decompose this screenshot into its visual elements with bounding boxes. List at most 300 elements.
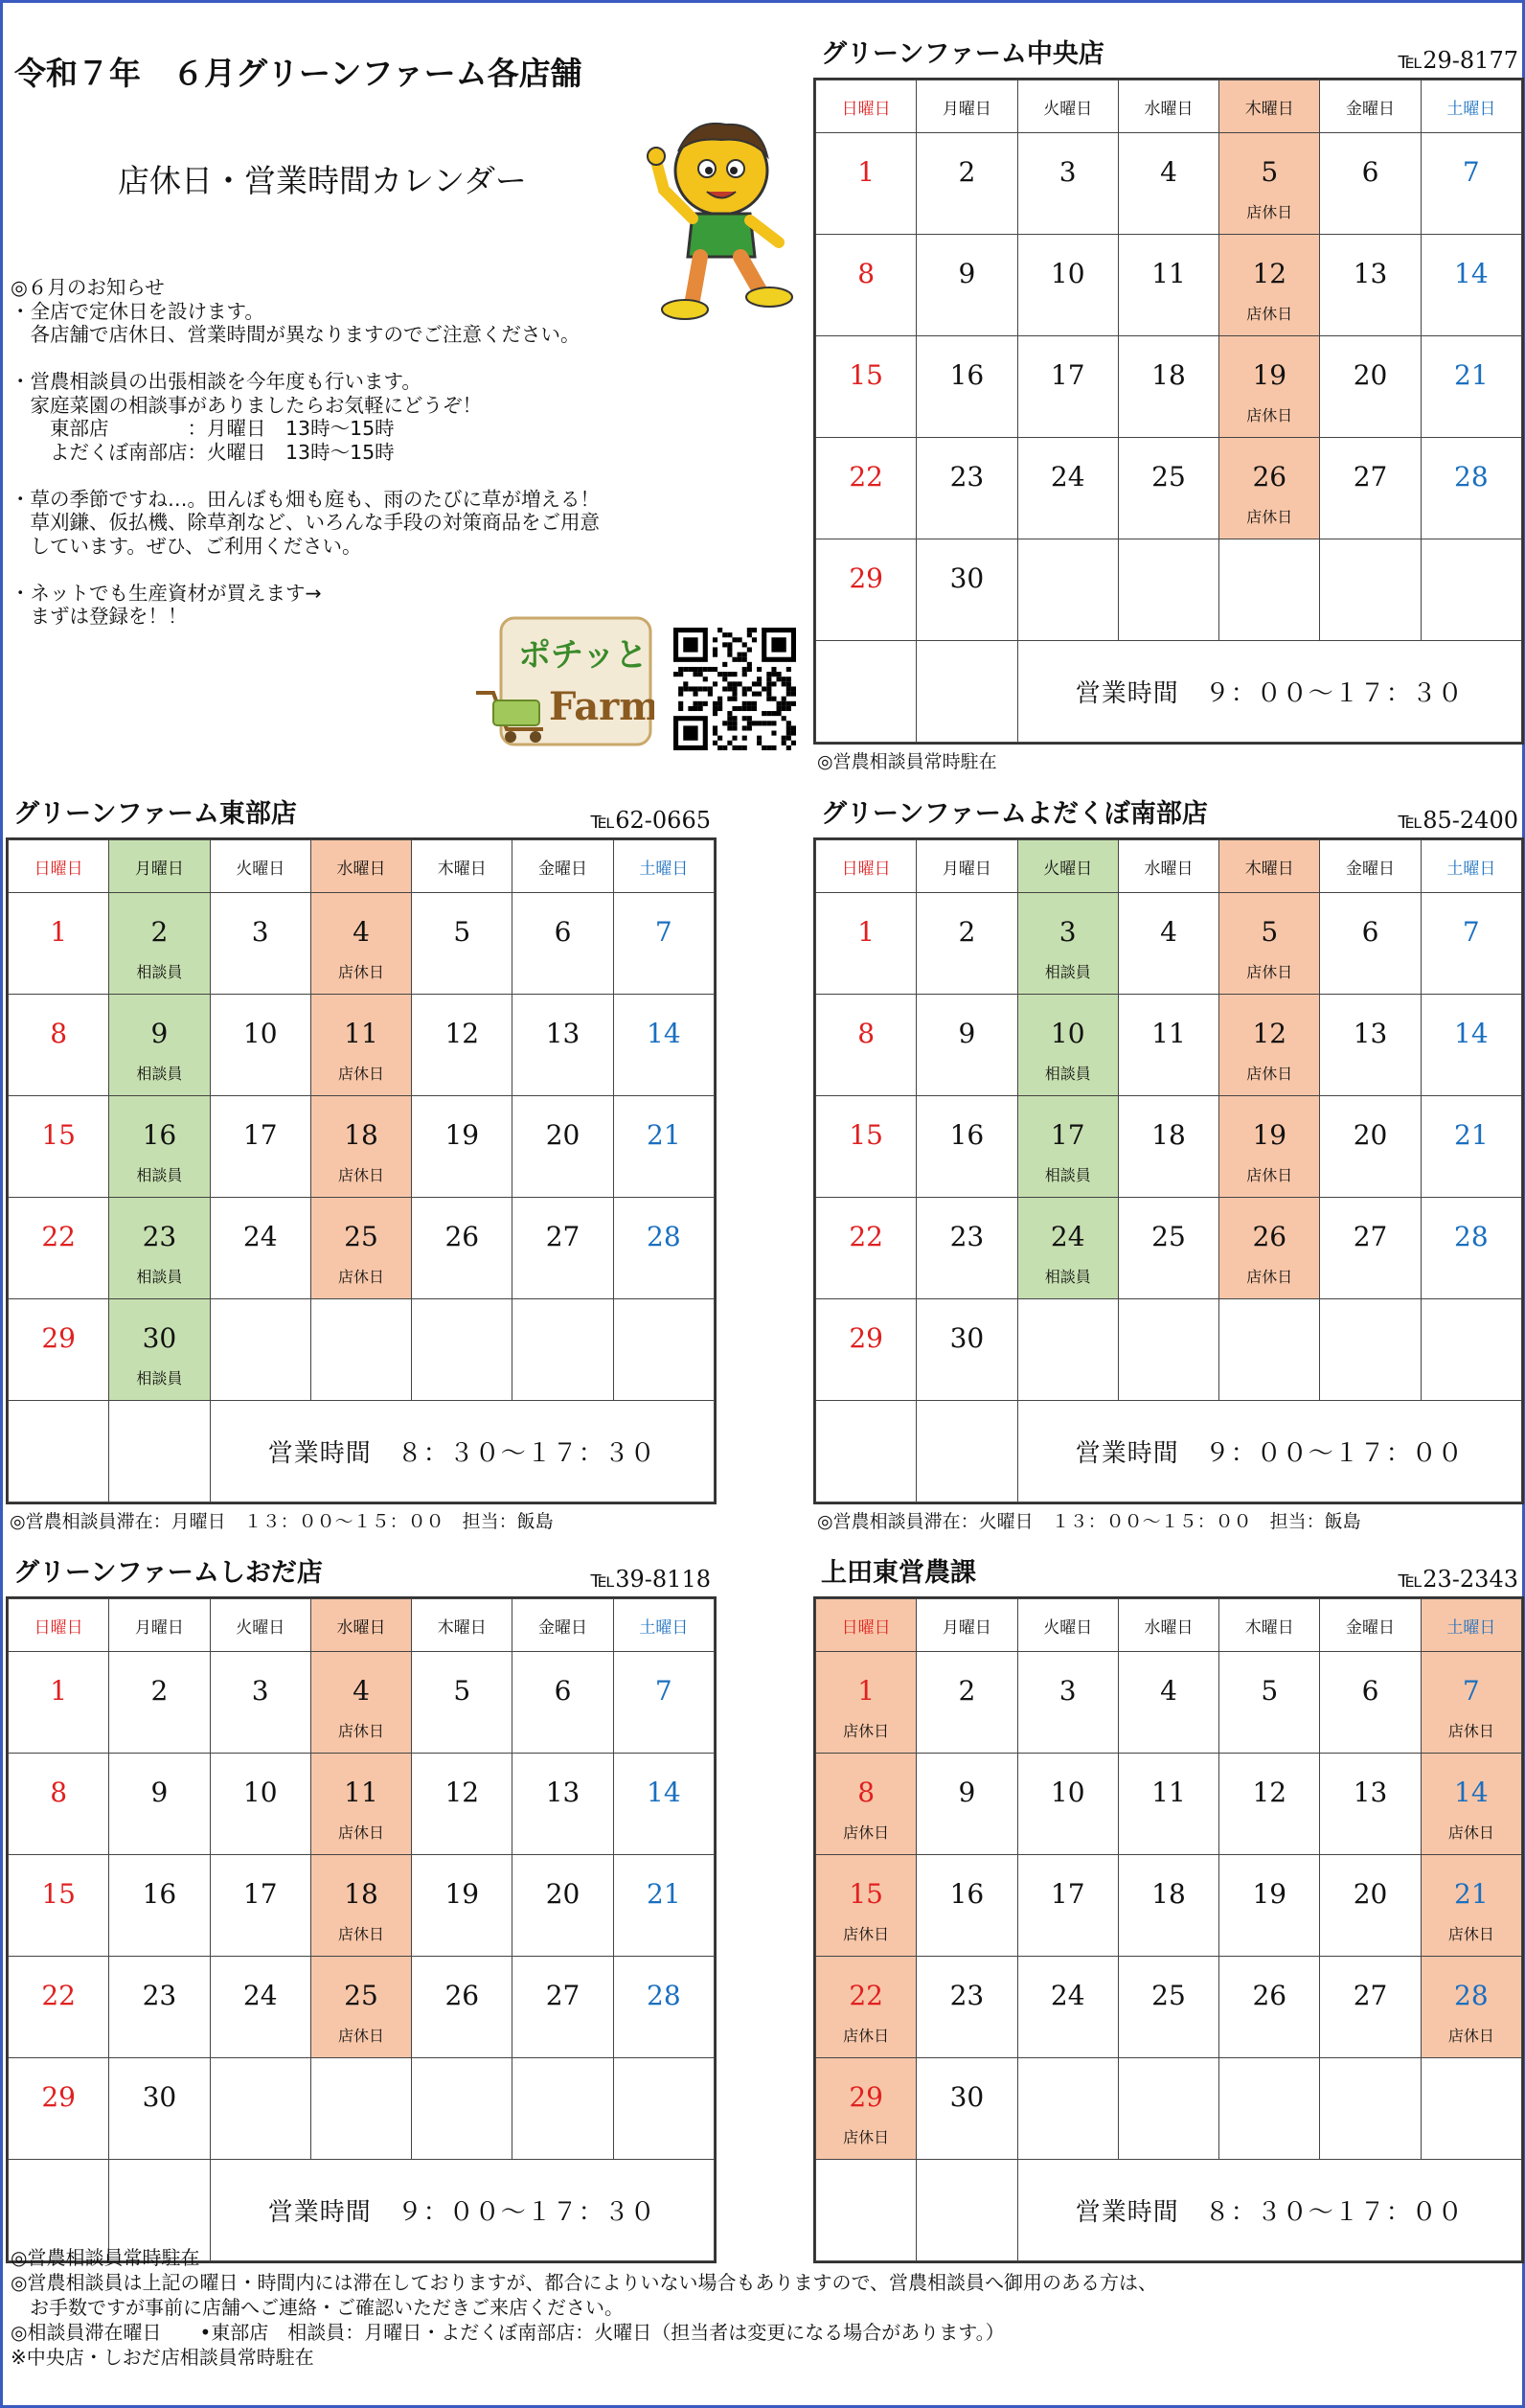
day-number: 3 (251, 1675, 269, 1707)
calendar-header (813, 22, 1524, 78)
day-status-label: 相談員 (1044, 1065, 1091, 1083)
day-status-label: 相談員 (1044, 963, 1091, 981)
weekday-header: 土曜日 (1421, 840, 1521, 893)
calendar-empty-cell (917, 641, 1017, 743)
day-number: 6 (1361, 156, 1379, 188)
calendar-note: ◎営農相談員滞在：月曜日 １３：００～１５：００ 担当：飯島 (10, 1511, 554, 1532)
logo-text-1: ポチッと (518, 636, 648, 675)
calendar-day (1421, 893, 1521, 995)
calendar-empty-cell (1017, 1299, 1118, 1401)
day-status-label: 相談員 (1044, 1166, 1091, 1184)
day-number: 25 (344, 1980, 378, 2011)
calendar-day (816, 336, 917, 438)
day-number: 23 (949, 461, 985, 493)
notice-line (11, 558, 806, 582)
weekday-header: 木曜日 (1219, 840, 1320, 893)
calendar-empty-cell (1118, 2058, 1218, 2160)
day-number: 9 (958, 258, 976, 289)
day-status-label: 店休日 (843, 1722, 890, 1740)
calendar-day (613, 1096, 714, 1198)
calendar-day (1320, 1855, 1421, 1957)
day-number: 3 (251, 916, 269, 948)
day-number: 12 (444, 1018, 480, 1049)
calendar-day (412, 1855, 512, 1957)
calendar-empty-cell (109, 1401, 210, 1502)
calendar-day (917, 133, 1017, 235)
day-number: 18 (344, 1119, 378, 1151)
calendar-day (917, 235, 1017, 336)
day-number: 1 (857, 916, 876, 948)
day-number: 30 (949, 1322, 985, 1354)
calendar-day (1320, 438, 1421, 539)
calendar-day (917, 1096, 1017, 1198)
calendar-day (1118, 1096, 1218, 1198)
day-number: 28 (647, 1980, 681, 2011)
weekday-header: 水曜日 (310, 840, 411, 893)
page-title: 令和７年 ６月グリーンファーム各店舗 (14, 55, 582, 92)
day-number: 21 (647, 1878, 681, 1910)
pochitto-farm-logo[interactable] (472, 616, 654, 748)
day-number: 17 (242, 1878, 278, 1910)
day-number: 14 (647, 1018, 681, 1049)
day-number: 11 (1151, 1018, 1186, 1049)
calendar-empty-cell (816, 641, 917, 743)
calendar-day (512, 1957, 613, 2058)
day-number: 5 (1261, 1675, 1279, 1707)
day-number: 9 (958, 1018, 976, 1049)
day-number: 14 (1454, 258, 1489, 289)
day-number: 11 (1151, 258, 1186, 289)
calendar-day (1219, 235, 1320, 336)
day-number: 8 (50, 1018, 68, 1049)
notice-line: 家庭菜園の相談事がありましたらお気軽にどうぞ！ (11, 393, 482, 417)
day-number: 11 (344, 1777, 378, 1808)
day-number: 16 (949, 1119, 985, 1151)
calendar-day (1421, 133, 1521, 235)
page-subtitle: 店休日・営業時間カレンダー (118, 162, 527, 199)
calendar-header (6, 1541, 717, 1596)
calendar-day (1017, 336, 1118, 438)
calendar-grid (815, 839, 1522, 1502)
calendar-empty-cell (1118, 1299, 1218, 1401)
calendar-day (310, 1652, 411, 1754)
day-number: 10 (1050, 1777, 1085, 1808)
day-number: 27 (545, 1980, 580, 2011)
calendar-day (1118, 438, 1218, 539)
day-number: 2 (958, 156, 976, 188)
calendar-day (412, 893, 512, 995)
weekday-header: 日曜日 (816, 80, 917, 133)
store-name: グリーンファーム東部店 (13, 799, 297, 829)
calendar-day (9, 1957, 109, 2058)
day-number: 19 (1252, 359, 1287, 391)
calendar-note: ◎営農相談員常時駐在 (817, 751, 997, 772)
day-status-label: 店休日 (337, 2027, 384, 2045)
day-number: 28 (1454, 1221, 1489, 1252)
day-number: 30 (142, 2081, 177, 2113)
calendar-empty-cell (1017, 539, 1118, 641)
day-number: 10 (242, 1018, 278, 1049)
day-number: 16 (142, 1878, 177, 1910)
calendar-empty-cell (1219, 539, 1320, 641)
calendar-day (1219, 893, 1320, 995)
calendar-day (9, 1299, 109, 1401)
calendar-day (310, 995, 411, 1096)
calendar-day (1118, 133, 1218, 235)
calendar-note: ◎営農相談員滞在：火曜日 １３：００～１５：００ 担当：飯島 (817, 1511, 1361, 1532)
day-number: 13 (1353, 1018, 1388, 1049)
weekday-header: 月曜日 (917, 840, 1017, 893)
store-phone: ℡62-0665 (590, 807, 711, 834)
calendar-day (210, 1198, 310, 1299)
store-name: グリーンファームよだくぼ南部店 (821, 799, 1208, 829)
calendar-day (816, 133, 917, 235)
calendar-day (1421, 1652, 1521, 1754)
day-status-label: 店休日 (1246, 1065, 1293, 1083)
day-number: 4 (1160, 916, 1177, 948)
day-number: 29 (849, 1322, 883, 1354)
calendar-day (1219, 336, 1320, 438)
calendar-empty-cell (613, 2058, 714, 2160)
calendar-empty-cell (9, 1401, 109, 1502)
day-number: 11 (344, 1018, 378, 1049)
calendar-day (1017, 235, 1118, 336)
footer-line: ◎営農相談員常時駐在 (11, 2246, 200, 2269)
day-number: 24 (1050, 1980, 1085, 2011)
day-status-label: 相談員 (136, 1065, 183, 1083)
weekday-header: 日曜日 (9, 840, 109, 893)
day-status-label: 相談員 (1044, 1268, 1091, 1286)
calendar-day (310, 1754, 411, 1855)
business-hours: 営業時間 ９：００～１７：３０ (210, 2160, 714, 2261)
calendar-day (917, 893, 1017, 995)
day-number: 13 (1353, 1777, 1388, 1808)
calendar-day (1219, 438, 1320, 539)
day-number: 17 (242, 1119, 278, 1151)
notice-line: まずは登録を！！ (11, 605, 188, 628)
day-number: 22 (849, 1221, 883, 1252)
calendar-day (310, 1198, 411, 1299)
store-calendar (6, 1541, 717, 2263)
day-number: 12 (444, 1777, 480, 1808)
calendar-day (1017, 438, 1118, 539)
day-number: 5 (1261, 916, 1279, 948)
day-number: 1 (857, 156, 876, 188)
weekday-header: 火曜日 (1017, 840, 1118, 893)
day-number: 12 (1252, 258, 1287, 289)
day-number: 23 (142, 1980, 177, 2011)
day-number: 15 (849, 1119, 883, 1151)
calendar-empty-cell (210, 2058, 310, 2160)
day-status-label: 店休日 (337, 1925, 384, 1943)
calendar-day (1421, 438, 1521, 539)
notice-line: ・ネットでも生産資材が買えます→ (11, 581, 322, 605)
qr-code-icon[interactable] (673, 628, 796, 750)
calendar-day (1219, 1754, 1320, 1855)
day-number: 7 (654, 916, 672, 948)
weekday-header: 水曜日 (1118, 80, 1218, 133)
day-number: 20 (545, 1878, 580, 1910)
day-number: 3 (1058, 1675, 1077, 1707)
calendar-empty-cell (310, 1299, 411, 1401)
calendar-day (1118, 1754, 1218, 1855)
calendar-empty-cell (917, 1401, 1017, 1502)
calendar-day (1017, 995, 1118, 1096)
calendar-day (1219, 1652, 1320, 1754)
calendar-day (1320, 133, 1421, 235)
calendar-day (917, 1754, 1017, 1855)
calendar-grid (8, 839, 715, 1502)
day-number: 13 (1353, 258, 1388, 289)
calendar-day (1017, 1096, 1118, 1198)
day-number: 17 (1050, 1119, 1085, 1151)
calendar-day (310, 1096, 411, 1198)
weekday-header: 日曜日 (816, 1599, 917, 1652)
day-number: 30 (949, 2081, 985, 2113)
calendar-day (816, 1198, 917, 1299)
day-number: 22 (41, 1221, 76, 1252)
store-calendar (813, 782, 1524, 1533)
calendar-day (917, 995, 1017, 1096)
calendar-day (1118, 995, 1218, 1096)
calendar-day (816, 1299, 917, 1401)
day-number: 6 (554, 1675, 572, 1707)
day-number: 9 (958, 1777, 976, 1808)
calendar-day (1421, 1754, 1521, 1855)
calendar-day (109, 995, 210, 1096)
day-number: 27 (1353, 1980, 1388, 2011)
day-number: 25 (1151, 1221, 1186, 1252)
weekday-header: 水曜日 (1118, 840, 1218, 893)
calendar-day (512, 1855, 613, 1957)
calendar-day (9, 893, 109, 995)
calendar-empty-cell (1421, 539, 1521, 641)
weekday-header: 日曜日 (9, 1599, 109, 1652)
day-number: 19 (444, 1119, 480, 1151)
calendar-day (1421, 1198, 1521, 1299)
calendar-day (109, 1754, 210, 1855)
logo-text-2: Farm (549, 684, 654, 729)
day-number: 14 (1454, 1777, 1489, 1808)
day-number: 2 (958, 916, 976, 948)
day-number: 16 (949, 1878, 985, 1910)
day-number: 2 (958, 1675, 976, 1707)
weekday-header: 月曜日 (109, 1599, 210, 1652)
calendar-day (9, 1754, 109, 1855)
day-status-label: 店休日 (337, 1823, 384, 1842)
day-status-label: 相談員 (136, 1166, 183, 1184)
day-number: 23 (949, 1980, 985, 2011)
day-number: 7 (1462, 916, 1480, 948)
calendar-day (1118, 1957, 1218, 2058)
calendar-day (1118, 235, 1218, 336)
calendar-day (1320, 1198, 1421, 1299)
day-number: 15 (41, 1878, 76, 1910)
calendar-day (816, 893, 917, 995)
calendar-day (109, 893, 210, 995)
calendar-grid (815, 80, 1522, 743)
day-number: 14 (1454, 1018, 1489, 1049)
calendar-day (210, 995, 310, 1096)
store-calendar (813, 1541, 1524, 2263)
calendar-day (816, 1754, 917, 1855)
calendar-day (512, 995, 613, 1096)
day-number: 21 (1454, 1119, 1489, 1151)
calendar-day (613, 1754, 714, 1855)
calendar-empty-cell (1320, 2058, 1421, 2160)
day-number: 21 (1454, 359, 1489, 391)
weekday-header: 火曜日 (1017, 80, 1118, 133)
calendar-empty-cell (512, 1299, 613, 1401)
calendar-empty-cell (1320, 539, 1421, 641)
store-name: グリーンファームしおだ店 (13, 1558, 323, 1588)
calendar-day (613, 1198, 714, 1299)
calendar-grid (8, 1598, 715, 2261)
weekday-header: 土曜日 (1421, 80, 1521, 133)
day-number: 26 (444, 1980, 480, 2011)
day-status-label: 店休日 (843, 1823, 890, 1842)
notice-line: ・全店で定休日を設けます。 (11, 299, 264, 323)
calendar-day (512, 1652, 613, 1754)
weekday-header: 土曜日 (613, 1599, 714, 1652)
calendar-day (1320, 1096, 1421, 1198)
calendar-day (1219, 1957, 1320, 2058)
day-number: 10 (1050, 1018, 1085, 1049)
calendar-day (9, 1652, 109, 1754)
calendar-empty-cell (1219, 2058, 1320, 2160)
day-number: 29 (849, 2081, 883, 2113)
day-number: 4 (1160, 1675, 1177, 1707)
calendar-day (412, 1754, 512, 1855)
calendar-empty-cell (512, 2058, 613, 2160)
calendar-day (917, 1855, 1017, 1957)
day-status-label: 店休日 (337, 1722, 384, 1740)
calendar-day (613, 995, 714, 1096)
calendar-empty-cell (210, 1299, 310, 1401)
calendar-day (1320, 1754, 1421, 1855)
calendar-day (512, 1198, 613, 1299)
day-number: 12 (1252, 1777, 1287, 1808)
calendar-day (613, 1652, 714, 1754)
weekday-header: 水曜日 (310, 1599, 411, 1652)
day-status-label: 店休日 (1447, 1925, 1494, 1943)
day-number: 3 (1058, 156, 1077, 188)
store-phone: ℡23-2343 (1398, 1566, 1518, 1593)
weekday-header: 木曜日 (1219, 1599, 1320, 1652)
day-number: 22 (41, 1980, 76, 2011)
day-number: 14 (647, 1777, 681, 1808)
weekday-header: 木曜日 (412, 840, 512, 893)
calendar-header (813, 1541, 1524, 1596)
day-number: 22 (849, 1980, 883, 2011)
day-number: 7 (654, 1675, 672, 1707)
calendar-day (9, 1096, 109, 1198)
weekday-header: 金曜日 (1320, 80, 1421, 133)
calendar-day (1219, 995, 1320, 1096)
day-number: 6 (1361, 1675, 1379, 1707)
calendar-day (1219, 133, 1320, 235)
day-number: 30 (142, 1322, 177, 1354)
calendar-empty-cell (1421, 2058, 1521, 2160)
calendar-empty-cell (613, 1299, 714, 1401)
weekday-header: 火曜日 (1017, 1599, 1118, 1652)
store-phone: ℡85-2400 (1398, 807, 1518, 834)
calendar-day (310, 893, 411, 995)
day-number: 22 (849, 461, 883, 493)
calendar-day (9, 2058, 109, 2160)
calendar-day (1320, 235, 1421, 336)
calendar-day (1320, 1652, 1421, 1754)
calendar-day (412, 995, 512, 1096)
calendar-day (816, 1957, 917, 2058)
calendar-day (210, 893, 310, 995)
day-number: 19 (1252, 1119, 1287, 1151)
day-number: 28 (1454, 1980, 1489, 2011)
calendar-empty-cell (1219, 1299, 1320, 1401)
day-status-label: 店休日 (1246, 406, 1293, 424)
calendar-day (210, 1096, 310, 1198)
day-number: 16 (142, 1119, 177, 1151)
weekday-header: 木曜日 (412, 1599, 512, 1652)
weekday-header: 月曜日 (917, 80, 1017, 133)
calendar-day (816, 1855, 917, 1957)
day-status-label: 店休日 (1246, 305, 1293, 323)
calendar-day (512, 1754, 613, 1855)
calendar-day (816, 995, 917, 1096)
day-number: 18 (1151, 359, 1186, 391)
footer-line: ◎営農相談員は上記の曜日・時間内には滞在しておりますが、都合によりいない場合もありますので、営農相談員へ御用のある方は、 (11, 2271, 1158, 2294)
calendar-day (917, 438, 1017, 539)
footer-line: ◎相談員滞在曜日 •東部店 相談員：月曜日・よだくぼ南部店：火曜日（担当者は変更になる場合があります。） (11, 2321, 1005, 2344)
day-status-label: 店休日 (1246, 508, 1293, 526)
day-status-label: 相談員 (136, 963, 183, 981)
day-number: 25 (1151, 461, 1186, 493)
weekday-header: 金曜日 (1320, 1599, 1421, 1652)
calendar-day (917, 2058, 1017, 2160)
calendar-day (1320, 893, 1421, 995)
day-number: 26 (444, 1221, 480, 1252)
day-number: 7 (1462, 156, 1480, 188)
day-number: 8 (50, 1777, 68, 1808)
day-number: 10 (242, 1777, 278, 1808)
weekday-header: 月曜日 (109, 840, 210, 893)
notice-line: しています。ぜひ、ご利用ください。 (11, 534, 362, 558)
day-number: 21 (647, 1119, 681, 1151)
weekday-header: 日曜日 (816, 840, 917, 893)
weekday-header: 木曜日 (1219, 80, 1320, 133)
calendar-day (816, 539, 917, 641)
calendar-day (613, 1855, 714, 1957)
calendar-day (613, 1957, 714, 2058)
calendar-day (1017, 133, 1118, 235)
calendar-day (1017, 1652, 1118, 1754)
day-number: 29 (41, 1322, 76, 1354)
day-number: 20 (1353, 359, 1388, 391)
day-status-label: 店休日 (337, 1065, 384, 1083)
calendar-day (412, 1957, 512, 2058)
calendar-day (512, 1096, 613, 1198)
weekday-header: 水曜日 (1118, 1599, 1218, 1652)
calendar-empty-cell (310, 2058, 411, 2160)
day-number: 27 (545, 1221, 580, 1252)
day-number: 19 (1252, 1878, 1287, 1910)
notice-line: よだくぼ南部店：火曜日 13時～15時 (11, 440, 395, 464)
calendar-day (1421, 1957, 1521, 2058)
calendar-day (1017, 893, 1118, 995)
day-number: 16 (949, 359, 985, 391)
day-number: 26 (1252, 1980, 1287, 2011)
day-number: 2 (150, 916, 169, 948)
